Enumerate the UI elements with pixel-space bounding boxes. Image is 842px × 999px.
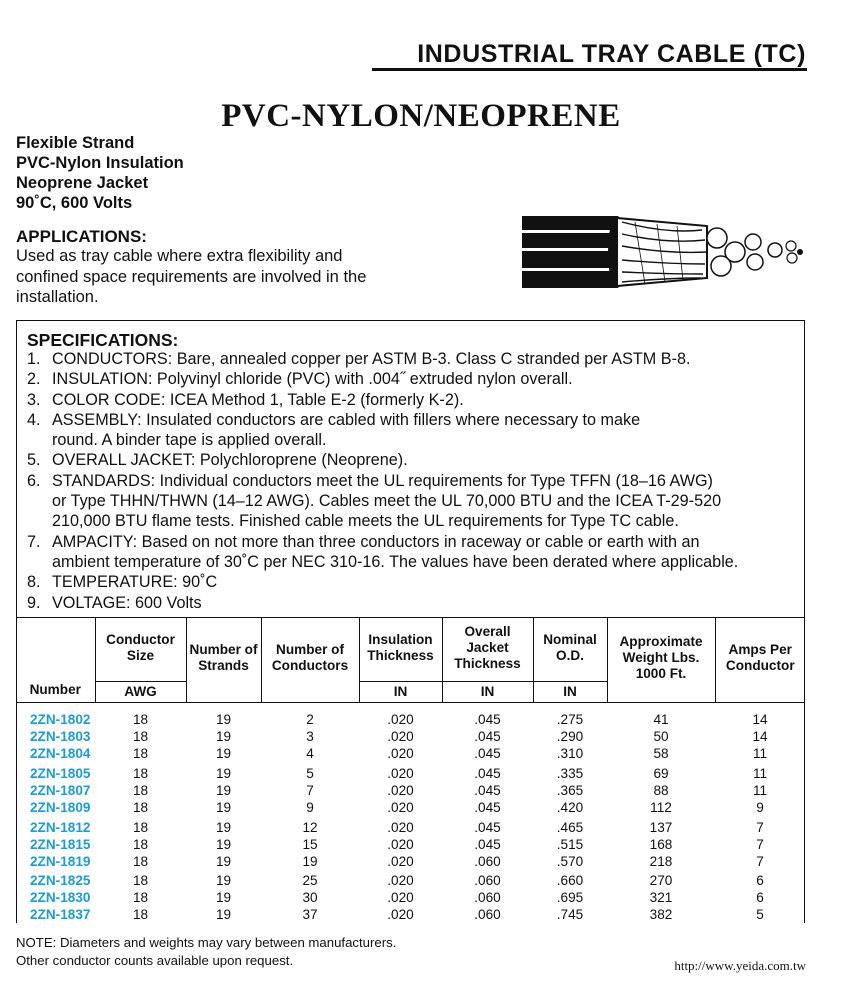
table-cell: 18	[132, 766, 149, 781]
spec-line: OVERALL JACKET: Polychloroprene (Neoprene).	[52, 451, 408, 470]
part-number: 2ZN-1802	[30, 712, 91, 727]
applications-line: Used as tray cable where extra flexibility and	[16, 247, 343, 265]
table-row	[16, 799, 805, 816]
table-cell: .020	[387, 820, 414, 835]
spec-number: 5.	[27, 451, 41, 470]
part-number: 2ZN-1837	[30, 907, 91, 922]
table-cell: 7	[306, 783, 314, 798]
table-cell: .020	[387, 800, 414, 815]
table-row	[16, 906, 805, 923]
table-cell: .045	[474, 766, 501, 781]
table-row	[16, 819, 805, 836]
table-cell: 88	[653, 783, 669, 798]
table-row	[16, 711, 805, 728]
spec-item	[27, 369, 817, 389]
feature-item: Flexible Strand	[16, 134, 135, 152]
table-cell: 18	[132, 837, 149, 852]
spec-number: 6.	[27, 471, 41, 490]
applications-line: installation.	[16, 288, 99, 306]
table-cell: 41	[653, 712, 669, 727]
table-cell: 14	[752, 712, 768, 727]
spec-line: INSULATION: Polyvinyl chloride (PVC) with .004˝ extruded nylon overall.	[52, 370, 573, 389]
table-cell: .060	[474, 854, 501, 869]
col-header-conductors: Number of Conductors	[261, 618, 359, 703]
table-cell: 19	[215, 766, 232, 781]
table-row	[16, 782, 805, 799]
table-cell: 218	[649, 854, 673, 869]
unit-in: IN	[359, 682, 442, 703]
table-cell: .060	[474, 907, 501, 922]
table-cell: .020	[387, 766, 414, 781]
table-cell: .420	[556, 800, 584, 815]
spec-line: 210,000 BTU flame tests. Finished cable meets the UL requirements for Type TC cable.	[52, 512, 679, 531]
table-cell: 19	[215, 783, 232, 798]
spec-line: STANDARDS: Individual conductors meet the UL requirements for Type TFFN (18–16 AWG)	[52, 471, 713, 490]
col-header-insulation: Insulation Thickness	[359, 618, 442, 682]
table-cell: 6	[756, 890, 764, 905]
table-cell: 18	[132, 800, 149, 815]
table-cell: 18	[132, 907, 149, 922]
feature-item: 90˚C, 600 Volts	[16, 194, 133, 212]
table-cell: 7	[756, 837, 764, 852]
note-line: Other conductor counts available upon request.	[16, 953, 294, 968]
table-cell: 19	[215, 837, 232, 852]
table-cell: .515	[556, 837, 584, 852]
spec-number: 7.	[27, 532, 41, 551]
table-cell: .060	[474, 873, 501, 888]
spec-number: 2.	[27, 370, 41, 389]
table-cell: 382	[649, 907, 673, 922]
table-cell: 18	[132, 854, 149, 869]
table-cell: 12	[302, 820, 318, 835]
table-cell: .020	[387, 873, 414, 888]
table-cell: 168	[649, 837, 673, 852]
spec-number: 8.	[27, 573, 41, 592]
footnote	[16, 934, 396, 970]
table-cell: 9	[306, 800, 314, 815]
table-cell: 69	[653, 766, 669, 781]
spec-item	[27, 532, 817, 573]
unit-in: IN	[442, 682, 533, 703]
table-row	[16, 745, 805, 762]
spec-line: COLOR CODE: ICEA Method 1, Table E-2 (formerly K-2).	[52, 390, 464, 409]
table-cell: .310	[556, 746, 584, 761]
specifications-heading: SPECIFICATIONS:	[27, 330, 179, 350]
col-header-weight: Approximate Weight Lbs. 1000 Ft.	[607, 618, 715, 703]
table-cell: .045	[474, 837, 501, 852]
table-row	[16, 872, 805, 889]
col-header-amps: Amps Per Conductor	[715, 618, 805, 703]
spec-line: ambient temperature of 30˚C per NEC 310-16. The values have been derated where applicable.	[52, 552, 739, 571]
applications-heading: APPLICATIONS:	[16, 227, 147, 246]
table-cell: .275	[556, 712, 584, 727]
table-cell: 18	[132, 746, 149, 761]
table-cell: 19	[215, 820, 232, 835]
table-cell: .020	[387, 907, 414, 922]
table-cell: .465	[556, 820, 584, 835]
table-cell: .020	[387, 890, 414, 905]
table-cell: .045	[474, 746, 501, 761]
table-cell: .570	[556, 854, 584, 869]
title-rule	[372, 68, 807, 71]
spec-item	[27, 390, 817, 410]
col-header-number: Number	[16, 618, 95, 703]
table-cell: .020	[387, 746, 414, 761]
specifications-list	[27, 349, 817, 613]
table-cell: 5	[756, 907, 764, 922]
table-cell: .045	[474, 783, 501, 798]
table-cell: .660	[556, 873, 584, 888]
part-number: 2ZN-1807	[30, 783, 91, 798]
unit-in: IN	[533, 682, 607, 703]
note-line: NOTE: Diameters and weights may vary between manufacturers.	[16, 935, 397, 950]
table-cell: .365	[556, 783, 584, 798]
table-cell: .060	[474, 890, 501, 905]
table-row	[16, 836, 805, 853]
table-cell: 19	[215, 907, 232, 922]
part-number: 2ZN-1830	[30, 890, 91, 905]
col-header-jacket: Overall Jacket Thickness	[442, 618, 533, 682]
spec-item	[27, 572, 817, 592]
category-title: INDUSTRIAL TRAY CABLE (TC)	[417, 40, 806, 68]
table-cell: 270	[649, 873, 673, 888]
table-row	[16, 728, 805, 745]
spec-line: ASSEMBLY: Insulated conductors are cabled with fillers where necessary to make	[52, 410, 641, 429]
spec-line: TEMPERATURE: 90˚C	[52, 573, 218, 592]
table-row	[16, 853, 805, 870]
table-cell: 321	[649, 890, 673, 905]
table-cell: 2	[306, 712, 314, 727]
table-cell: 19	[215, 873, 232, 888]
table-cell: .695	[556, 890, 584, 905]
table-cell: 7	[756, 854, 764, 869]
table-cell: 11	[752, 783, 768, 798]
col-header-strands: Number of Strands	[186, 618, 261, 703]
table-cell: .745	[556, 907, 584, 922]
table-cell: 18	[132, 820, 149, 835]
table-cell: 19	[215, 712, 232, 727]
page-title: PVC-NYLON/NEOPRENE	[221, 98, 621, 134]
table-cell: 25	[302, 873, 318, 888]
cable-spec-table	[16, 618, 805, 703]
spec-item	[27, 471, 817, 532]
part-number: 2ZN-1804	[30, 746, 91, 761]
part-number: 2ZN-1809	[30, 800, 91, 815]
part-number: 2ZN-1815	[30, 837, 91, 852]
table-cell: 137	[649, 820, 673, 835]
table-cell: 5	[306, 766, 314, 781]
spec-item	[27, 410, 817, 451]
table-cell: 18	[132, 783, 149, 798]
spec-item	[27, 349, 817, 369]
spec-number: 3.	[27, 390, 41, 409]
table-cell: .020	[387, 712, 414, 727]
spec-line: or Type THHN/THWN (14–12 AWG). Cables meet the UL 70,000 BTU and the ICEA T-29-520	[52, 492, 722, 511]
unit-awg: AWG	[95, 682, 186, 703]
table-cell: .020	[387, 783, 414, 798]
table-cell: 9	[756, 800, 764, 815]
table-cell: 19	[215, 800, 232, 815]
part-number: 2ZN-1819	[30, 854, 91, 869]
table-cell: 3	[306, 729, 314, 744]
col-header-conductor-size: Conductor Size	[95, 618, 186, 682]
spec-line: VOLTAGE: 600 Volts	[52, 593, 202, 612]
cable-cross-section-icon	[517, 212, 807, 292]
table-cell: 18	[132, 712, 149, 727]
table-cell: 50	[653, 729, 669, 744]
spec-line: CONDUCTORS: Bare, annealed copper per ASTM B-3. Class C stranded per ASTM B-8.	[52, 350, 691, 368]
table-cell: 19	[215, 729, 232, 744]
part-number: 2ZN-1805	[30, 766, 91, 781]
spec-item	[27, 593, 817, 613]
table-cell: 112	[650, 800, 672, 815]
spec-line: round. A binder tape is applied overall.	[52, 431, 327, 450]
feature-item: PVC-Nylon Insulation	[16, 154, 184, 172]
table-cell: 4	[306, 746, 314, 761]
spec-item	[27, 450, 817, 470]
spec-number: 1.	[27, 350, 41, 368]
applications-line: confined space requirements are involved in the	[16, 267, 367, 286]
table-cell: 11	[752, 746, 768, 761]
spec-number: 9.	[27, 593, 41, 612]
table-cell: 11	[752, 766, 768, 781]
part-number: 2ZN-1812	[30, 820, 91, 835]
feature-list	[16, 133, 184, 213]
spec-line: AMPACITY: Based on not more than three conductors in raceway or cable or earth with an	[52, 532, 700, 551]
part-number: 2ZN-1803	[30, 729, 91, 744]
website-url[interactable]: http://www.yeida.com.tw	[674, 958, 806, 973]
table-cell: .045	[474, 729, 501, 744]
spec-number: 4.	[27, 410, 41, 429]
table-cell: .020	[387, 854, 414, 869]
table-cell: 18	[132, 729, 149, 744]
table-cell: 15	[302, 837, 318, 852]
table-cell: .290	[556, 729, 584, 744]
table-cell: .020	[387, 837, 414, 852]
table-cell: 19	[302, 854, 318, 869]
col-header-od: Nominal O.D.	[533, 618, 607, 682]
table-cell: 37	[302, 907, 318, 922]
table-row	[16, 889, 805, 906]
table-cell: 19	[215, 890, 232, 905]
table-cell: .020	[387, 729, 414, 744]
table-cell: 19	[215, 854, 232, 869]
table-cell: 14	[752, 729, 768, 744]
feature-item: Neoprene Jacket	[16, 174, 149, 192]
table-cell: 7	[756, 820, 764, 835]
table-cell: 19	[215, 746, 232, 761]
table-cell: .045	[474, 712, 501, 727]
applications-text	[16, 246, 421, 308]
table-cell: .045	[474, 800, 501, 815]
part-number: 2ZN-1825	[30, 873, 91, 888]
table-cell: 18	[132, 890, 149, 905]
table-cell: 58	[653, 746, 669, 761]
table-cell: .335	[556, 766, 584, 781]
table-cell: 30	[302, 890, 318, 905]
table-cell: .045	[474, 820, 501, 835]
table-cell: 6	[756, 873, 764, 888]
table-row	[16, 765, 805, 782]
table-cell: 18	[132, 873, 149, 888]
